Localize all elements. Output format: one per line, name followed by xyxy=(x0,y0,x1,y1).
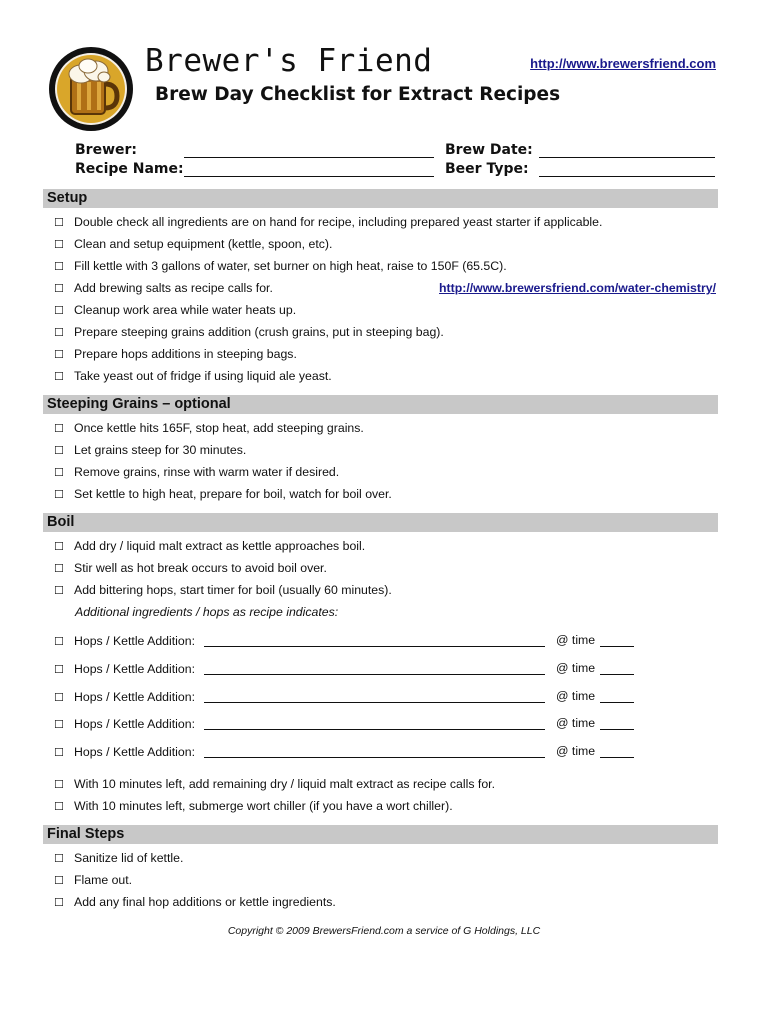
checkbox-icon[interactable]: ☐ xyxy=(54,779,64,791)
checkbox-icon[interactable]: ☐ xyxy=(54,283,64,295)
checklist-item[interactable] xyxy=(54,486,724,503)
time-label: @ time xyxy=(556,633,596,647)
brewer-label: Brewer: xyxy=(75,142,138,158)
beer-type-field[interactable] xyxy=(539,176,715,177)
checkbox-icon[interactable]: ☐ xyxy=(54,239,64,251)
time-field[interactable] xyxy=(600,702,634,703)
checklist-item[interactable] xyxy=(54,236,724,253)
checkbox-icon[interactable]: ☐ xyxy=(54,371,64,383)
item-label: Remove grains, rinse with warm water if desired. xyxy=(74,465,340,479)
checkbox-icon[interactable]: ☐ xyxy=(54,801,64,813)
hop-addition-row[interactable] xyxy=(54,716,724,733)
item-label: Sanitize lid of kettle. xyxy=(74,851,184,865)
checklist-item[interactable] xyxy=(54,420,724,437)
brewer-field[interactable] xyxy=(184,157,434,158)
hop-addition-row[interactable] xyxy=(54,744,724,761)
checklist-item[interactable] xyxy=(54,798,724,815)
checkbox-icon[interactable]: ☐ xyxy=(54,541,64,553)
time-label: @ time xyxy=(556,661,596,675)
item-label: Once kettle hits 165F, stop heat, add steeping grains. xyxy=(74,421,364,435)
checklist-item[interactable] xyxy=(54,258,724,275)
hop-label: Hops / Kettle Addition: xyxy=(74,745,195,759)
item-label: Add bittering hops, start timer for boil (usually 60 minutes). xyxy=(74,583,392,597)
brew-date-field[interactable] xyxy=(539,157,715,158)
recipe-name-label: Recipe Name: xyxy=(75,161,184,177)
checkbox-icon[interactable]: ☐ xyxy=(54,217,64,229)
checkbox-icon[interactable]: ☐ xyxy=(54,305,64,317)
checkbox-icon[interactable]: ☐ xyxy=(54,853,64,865)
item-label: Double check all ingredients are on hand for recipe, including prepared yeast starter if applicable. xyxy=(74,215,603,229)
checklist-item[interactable] xyxy=(54,538,724,555)
beer-mug-icon xyxy=(48,46,134,132)
section-title: Steeping Grains – optional xyxy=(47,396,231,412)
checklist-item[interactable] xyxy=(54,560,724,577)
checklist-item[interactable] xyxy=(54,872,724,889)
item-label: Stir well as hot break occurs to avoid boil over. xyxy=(74,561,327,575)
checkbox-icon[interactable]: ☐ xyxy=(54,585,64,597)
checklist-item[interactable] xyxy=(54,442,724,459)
checklist-item[interactable] xyxy=(54,214,724,231)
item-label: Clean and setup equipment (kettle, spoon, etc). xyxy=(74,237,333,251)
hop-label: Hops / Kettle Addition: xyxy=(74,690,195,704)
time-field[interactable] xyxy=(600,674,634,675)
item-label: Fill kettle with 3 gallons of water, set burner on high heat, raise to 150F (65.5C). xyxy=(74,259,507,273)
hop-label: Hops / Kettle Addition: xyxy=(74,634,195,648)
item-label: Add any final hop additions or kettle ingredients. xyxy=(74,895,336,909)
checklist-item[interactable] xyxy=(54,850,724,867)
item-label: Add dry / liquid malt extract as kettle approaches boil. xyxy=(74,539,366,553)
final-steps-section-header xyxy=(43,825,718,844)
item-label: Add brewing salts as recipe calls for. xyxy=(74,281,273,295)
brew-date-label: Brew Date: xyxy=(445,142,533,158)
checkbox-icon[interactable]: ☐ xyxy=(54,664,64,676)
item-label: With 10 minutes left, submerge wort chiller (if you have a wort chiller). xyxy=(74,799,453,813)
checkbox-icon[interactable]: ☐ xyxy=(54,719,64,731)
section-title: Boil xyxy=(47,514,75,530)
hop-addition-field[interactable] xyxy=(204,674,545,675)
time-label: @ time xyxy=(556,716,596,730)
time-field[interactable] xyxy=(600,729,634,730)
item-label: Cleanup work area while water heats up. xyxy=(74,303,297,317)
website-link[interactable]: http://www.brewersfriend.com xyxy=(530,56,716,71)
checklist-item[interactable] xyxy=(54,324,724,341)
section-title: Final Steps xyxy=(47,826,125,842)
boil-section-header xyxy=(43,513,718,532)
recipe-name-field[interactable] xyxy=(184,176,434,177)
beer-type-label: Beer Type: xyxy=(445,161,529,177)
hop-label: Hops / Kettle Addition: xyxy=(74,662,195,676)
item-label: Prepare steeping grains addition (crush grains, put in steeping bag). xyxy=(74,325,444,339)
checklist-item[interactable] xyxy=(54,894,724,911)
item-label: With 10 minutes left, add remaining dry / liquid malt extract as recipe calls for. xyxy=(74,777,496,791)
hop-addition-row[interactable] xyxy=(54,689,724,706)
copyright-footer: Copyright © 2009 BrewersFriend.com a service of G Holdings, LLC xyxy=(227,925,541,937)
item-label: Flame out. xyxy=(74,873,133,887)
time-label: @ time xyxy=(556,744,596,758)
hop-label: Hops / Kettle Addition: xyxy=(74,717,195,731)
item-label: Let grains steep for 30 minutes. xyxy=(74,443,247,457)
hop-addition-field[interactable] xyxy=(204,702,545,703)
brand-title: Brewer's Friend xyxy=(145,43,433,79)
boil-note: Additional ingredients / hops as recipe indicates: xyxy=(75,605,339,619)
hop-addition-field[interactable] xyxy=(204,646,545,647)
hop-addition-row[interactable] xyxy=(54,633,724,650)
checkbox-icon[interactable]: ☐ xyxy=(54,563,64,575)
time-label: @ time xyxy=(556,689,596,703)
checkbox-icon[interactable]: ☐ xyxy=(54,445,64,457)
checkbox-icon[interactable]: ☐ xyxy=(54,489,64,501)
checkbox-icon[interactable]: ☐ xyxy=(54,349,64,361)
checkbox-icon[interactable]: ☐ xyxy=(54,875,64,887)
checkbox-icon[interactable]: ☐ xyxy=(54,423,64,435)
hop-addition-field[interactable] xyxy=(204,729,545,730)
checkbox-icon[interactable]: ☐ xyxy=(54,897,64,909)
checkbox-icon[interactable]: ☐ xyxy=(54,747,64,759)
section-title: Setup xyxy=(47,190,88,206)
steeping-section-header xyxy=(43,395,718,414)
hop-addition-field[interactable] xyxy=(204,757,545,758)
checkbox-icon[interactable]: ☐ xyxy=(54,636,64,648)
time-field[interactable] xyxy=(600,646,634,647)
checklist-item[interactable] xyxy=(54,302,724,319)
item-label: Prepare hops additions in steeping bags. xyxy=(74,347,297,361)
time-field[interactable] xyxy=(600,757,634,758)
checkbox-icon[interactable]: ☐ xyxy=(54,261,64,273)
checklist-item[interactable] xyxy=(54,776,724,793)
setup-section-header xyxy=(43,189,718,208)
checkbox-icon[interactable]: ☐ xyxy=(54,692,64,704)
checklist-item[interactable] xyxy=(54,346,724,363)
checklist-item[interactable] xyxy=(54,464,724,481)
checkbox-icon[interactable]: ☐ xyxy=(54,467,64,479)
item-label: Set kettle to high heat, prepare for boil, watch for boil over. xyxy=(74,487,392,501)
checklist-item[interactable] xyxy=(54,582,724,599)
page-title: Brew Day Checklist for Extract Recipes xyxy=(155,84,561,105)
water-chemistry-link[interactable]: http://www.brewersfriend.com/water-chemistry/ xyxy=(439,281,716,295)
checklist-item[interactable] xyxy=(54,368,724,385)
item-label: Take yeast out of fridge if using liquid ale yeast. xyxy=(74,369,332,383)
hop-addition-row[interactable] xyxy=(54,661,724,678)
checkbox-icon[interactable]: ☐ xyxy=(54,327,64,339)
